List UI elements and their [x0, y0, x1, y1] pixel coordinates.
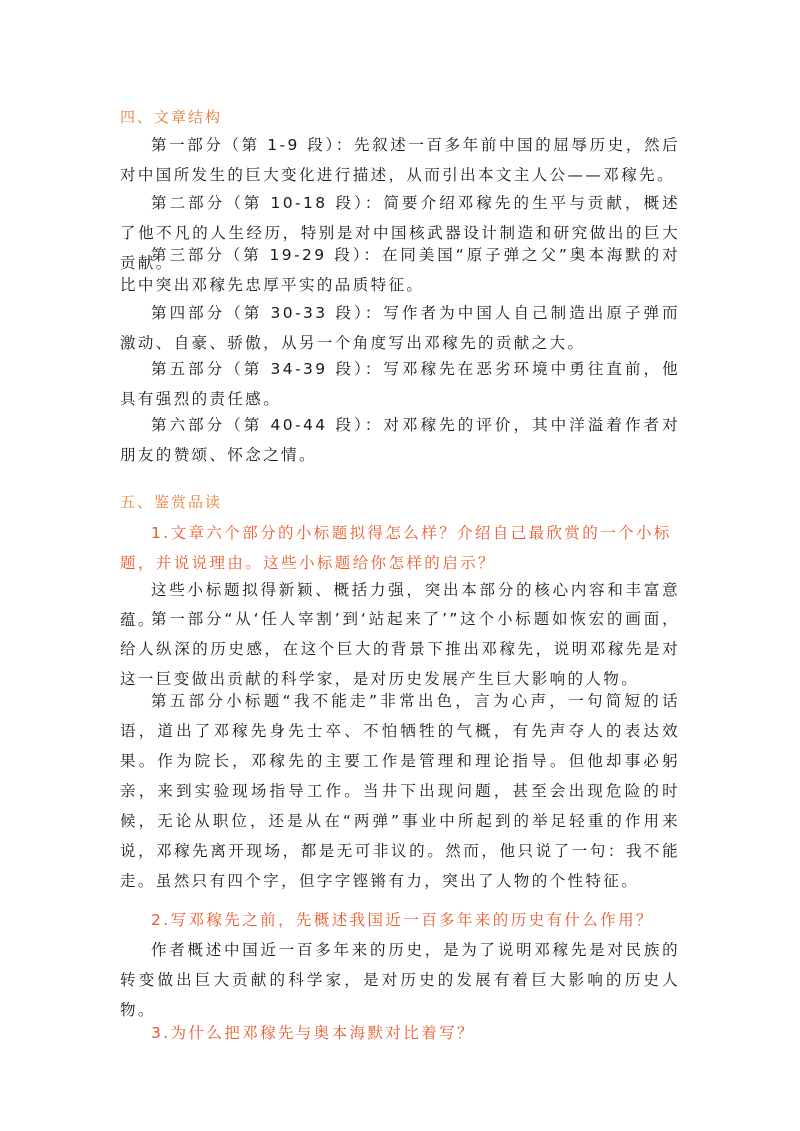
question-1: 1.文章六个部分的小标题拟得怎么样？介绍自己最欣赏的一个小标题，并说说理由。这些小标题给你怎样的启示？ — [120, 524, 672, 572]
question-3: 3.为什么把邓稼先与奥本海默对比着写？ — [151, 1024, 475, 1042]
section-heading-appreciation: 五、鉴赏品读 — [120, 493, 223, 511]
structure-part-3: 第三部分（第 19-29 段）：在同美国“原子弹之父”奥本海默的对比中突出邓稼先忠厚平实的品质特征。 — [120, 246, 680, 294]
structure-part-1: 第一部分（第 1-9 段）：先叙述一百多年前中国的屈辱历史，然后对中国所发生的巨大变化进行描述，从而引出本文主人公——邓稼先。 — [120, 136, 680, 184]
answer-1-part-five: 第五部分小标题“我不能走”非常出色，言为心声，一句简短的话语，道出了邓稼先身先士卒、不怕牺牲的气概，有先声夺人的表达效果。作为院长，邓稼先的主要工作是管理和理论指导。但他却事必躬亲，来到实验现场指导工作。当井下出现问题，甚至会出现危险的时候，无论从职位，还是从在“两弹”事业中所起到的举足轻重的作用来说，邓稼先离开现场，都是无可非议的。然而，他只说了一句：我不能走。虽然只有四个字，但字字铿锵有力，突出了人物的个性特征。 — [120, 692, 680, 890]
answer-1-part-one: 第一部分“从‘任人宰割’到‘站起来了’”这个小标题如恢宏的画面，给人纵深的历史感，在这个巨大的背景下推出邓稼先，说明邓稼先是对这一巨变做出贡献的科学家，是对历史发展产生巨大影响的人物。 — [120, 610, 680, 688]
answer-2: 作者概述中国近一百多年来的历史，是为了说明邓稼先是对民族的转变做出巨大贡献的科学家，是对历史的发展有着巨大影响的历史人物。 — [120, 941, 680, 1019]
structure-part-5: 第五部分（第 34-39 段）：写邓稼先在恶劣环境中勇往直前，他具有强烈的责任感。 — [120, 360, 680, 408]
structure-part-4: 第四部分（第 30-33 段）：写作者为中国人自己制造出原子弹而激动、自豪、骄傲，从另一个角度写出邓稼先的贡献之大。 — [120, 304, 680, 352]
section-heading-structure: 四、文章结构 — [120, 108, 223, 126]
structure-part-6: 第六部分（第 40-44 段）：对邓稼先的评价，其中洋溢着作者对朋友的赞颂、怀念之情。 — [120, 416, 680, 464]
structure-part-2: 第二部分（第 10-18 段）：简要介绍邓稼先的生平与贡献，概述了他不凡的人生经历，特别是对中国核武器设计制造和研究做出的巨大贡献。 — [120, 194, 680, 272]
question-2: 2.写邓稼先之前，先概述我国近一百多年来的历史有什么作用？ — [151, 911, 654, 929]
answer-1-summary: 这些小标题拟得新颖、概括力强，突出本部分的核心内容和丰富意蕴。 — [120, 581, 680, 629]
